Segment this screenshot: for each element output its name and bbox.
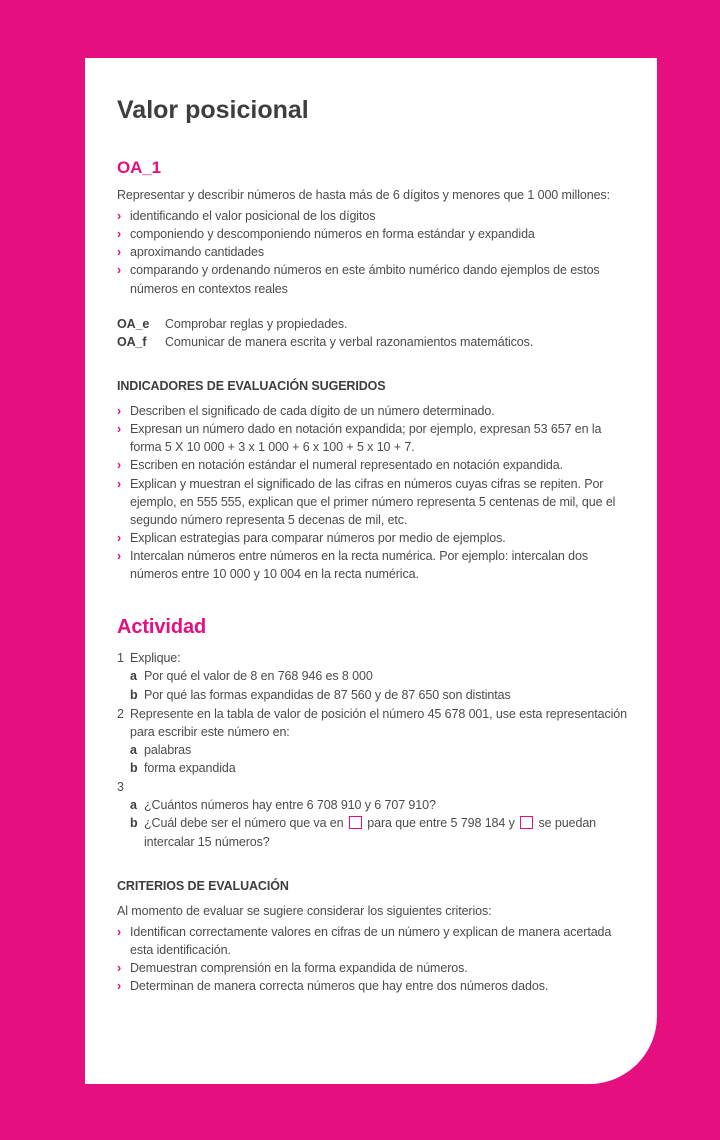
sub-item-letter: a [130,669,137,684]
sub-item-text: Por qué el valor de 8 en 768 946 es 8 000 [144,669,373,684]
sub-item-letter: a [130,742,137,757]
arrow-bullet-icon: › [117,404,122,419]
document-card [85,58,657,1084]
item-number: 3 [117,780,124,795]
page-title: Valor posicional [117,96,309,124]
list-item [117,529,629,547]
list-item-text: aproximando cantidades [130,245,265,260]
sub-item [130,686,629,704]
list-item-text: Demuestran comprensión en la forma expandida de números. [130,961,468,976]
section-indicadores [117,377,629,583]
oa-code: OA_f [117,334,147,349]
list-item [117,959,629,977]
arrow-bullet-icon: › [117,961,122,976]
list-item-text: comparando y ordenando números en este ámbito numérico dando ejemplos de estos números en contextos reales [130,263,600,296]
answer-box [349,816,362,829]
oa-row [117,315,629,333]
actividad-heading: Actividad [117,616,207,639]
oa-text: Comunicar de manera escrita y verbal razonamientos matemáticos. [165,334,534,349]
item-text: Represente en la tabla de valor de posición el número 45 678 001, use esta representación para escribir este número en: [130,706,627,739]
arrow-bullet-icon: › [117,263,122,278]
arrow-bullet-icon: › [117,549,122,564]
arrow-bullet-icon: › [117,245,122,260]
list-item [117,261,629,297]
criterios-bullet-list [117,923,629,996]
sub-item-text: forma expandida [144,761,236,776]
sub-item [130,667,629,685]
oa1-heading: OA_1 [117,158,162,178]
list-item-text: Explican y muestran el significado de las cifras en números cuyas cifras se repiten. Por ejemplo, en 555 555, explican que el primer número representa 5 centenas de mil, que el segundo número representa 5 decenas de mil, etc. [130,476,616,527]
list-item-text: Explican estrategias para comparar números por medio de ejemplos. [130,530,506,545]
numbered-row [117,705,629,741]
list-item-text: identificando el valor posicional de los dígitos [130,209,376,224]
section-actividad [117,613,629,850]
list-item [117,243,629,261]
indicadores-bullet-list [117,402,629,583]
list-item [117,207,629,225]
sub-item-text-part: para que entre 5 798 184 y [367,816,515,831]
list-item-text: Determinan de manera correcta números que hay entre dos números dados. [130,979,549,994]
list-item [117,402,629,420]
list-item-text: componiendo y descomponiendo números en forma estándar y expandida [130,227,535,242]
list-item [117,225,629,243]
arrow-bullet-icon: › [117,458,122,473]
list-item [117,456,629,474]
list-item [117,923,629,959]
oa1-bullet-list [117,207,629,298]
sub-item-text: palabras [144,742,192,757]
list-item-text: Describen el significado de cada dígito de un número determinado. [130,404,495,419]
numbered-row [117,649,629,667]
list-item [117,475,629,529]
oa1-intro: Representar y describir números de hasta más de 6 dígitos y menores que 1 000 millones: [117,187,610,202]
arrow-bullet-icon: › [117,476,122,491]
sub-item [130,814,629,850]
criterios-heading: CRITERIOS DE EVALUACIÓN [117,878,289,893]
list-item [117,420,629,456]
indicadores-heading: INDICADORES DE EVALUACIÓN SUGERIDOS [117,378,386,393]
list-item-text: Identifican correctamente valores en cifras de un número y explican de manera acertada esta identificación. [130,924,612,958]
list-item-text: Intercalan números entre números en la recta numérica. Por ejemplo: intercalan dos números entre 10 000 y 10 004 en la recta numérica. [130,549,589,582]
sub-item-text [144,814,629,850]
arrow-bullet-icon: › [117,227,122,242]
list-item-text: Expresan un número dado en notación expandida; por ejemplo, expresan 53 657 en la forma 5 X 10 000 + 3 x 1 000 + 6 x 100 + 5 x 10 + 7. [130,422,602,455]
answer-box [520,816,533,829]
criterios-intro: Al momento de evaluar se sugiere considerar los siguientes criterios: [117,903,492,918]
oa-extra-list [117,315,629,351]
arrow-bullet-icon: › [117,209,122,224]
list-item [117,547,629,583]
document-content [85,58,657,995]
item-text [130,778,629,796]
sub-item-letter: a [130,798,137,813]
actividad-item [117,649,629,703]
sub-item [130,759,629,777]
section-criterios [117,877,629,996]
sub-item [130,741,629,759]
sub-item-text: ¿Cuántos números hay entre 6 708 910 y 6 707 910? [144,798,436,813]
item-number: 1 [117,651,124,666]
sub-item-letter: b [130,816,138,831]
item-text: Explique: [130,651,181,666]
sub-item-text: Por qué las formas expandidas de 87 560 y de 87 650 son distintas [144,687,511,702]
arrow-bullet-icon: › [117,530,122,545]
arrow-bullet-icon: › [117,924,122,939]
oa-text: Comprobar reglas y propiedades. [165,316,348,331]
arrow-bullet-icon: › [117,422,122,437]
list-item-text: Escriben en notación estándar el numeral representado en notación expandida. [130,458,563,473]
sub-item-text-part: se puedan intercalar 15 números? [144,816,597,849]
sub-item-letter: b [130,761,138,776]
arrow-bullet-icon: › [117,979,122,994]
actividad-list [117,649,629,850]
section-oa1 [117,156,629,351]
oa-code: OA_e [117,316,150,331]
numbered-row [117,778,629,796]
oa-row [117,333,629,351]
sub-item-letter: b [130,687,138,702]
item-number: 2 [117,706,124,721]
actividad-item [117,705,629,778]
list-item [117,977,629,995]
sub-item-text-part: ¿Cuál debe ser el número que va en [144,816,344,831]
actividad-item [117,778,629,851]
sub-item [130,796,629,814]
